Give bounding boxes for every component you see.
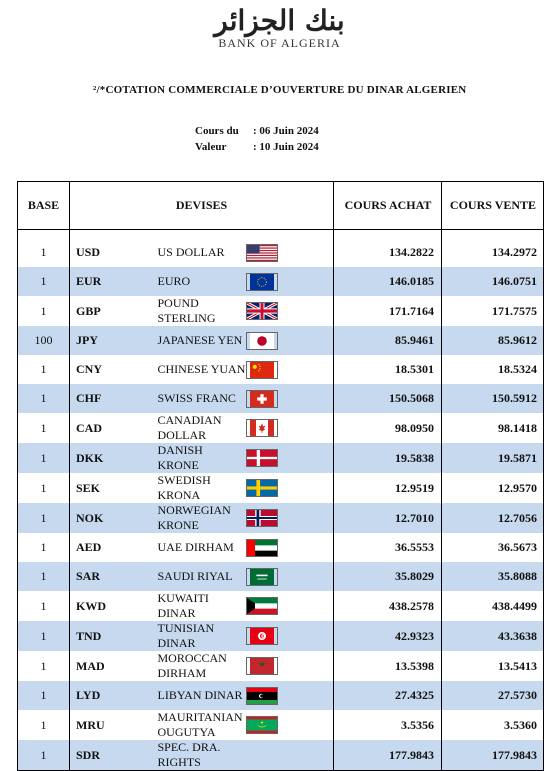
table-row <box>18 355 544 384</box>
table-row <box>18 384 544 413</box>
row-base: 1 <box>18 681 70 710</box>
row-currency-code: USD <box>76 245 101 259</box>
row-base: 1 <box>18 384 70 413</box>
table-row <box>18 267 544 296</box>
row-base: 1 <box>18 621 70 651</box>
table-row <box>18 503 544 533</box>
row-buy-rate: 12.7010 <box>334 503 442 533</box>
row-sell-rate: 36.5673 <box>498 540 537 554</box>
libya-flag-icon <box>246 687 278 705</box>
row-buy-rate: 35.8029 <box>334 562 442 591</box>
saudi-flag-icon <box>246 568 278 586</box>
row-buy-rate: 27.4325 <box>334 681 442 710</box>
row-buy-rate: 98.0950 <box>334 413 442 443</box>
row-currency-name: KUWAITI DINAR <box>157 591 209 620</box>
table-row <box>18 621 544 651</box>
denmark-flag-icon <box>246 449 278 467</box>
row-currency-name: JAPANESE YEN <box>158 326 246 355</box>
uae-flag-icon <box>246 539 278 557</box>
swiss-flag-icon <box>246 390 278 408</box>
row-sell-rate: 98.1418 <box>498 420 537 435</box>
row-flag-cell <box>246 326 334 355</box>
spacer-row <box>18 230 544 239</box>
logo-arabic-text: بنك الجزائر <box>214 4 345 37</box>
header-devises: DEVISES <box>70 182 334 230</box>
cours-label: Cours du <box>195 125 239 137</box>
row-buy-rate: 42.9323 <box>334 621 442 651</box>
row-sell-rate: 438.4499 <box>492 598 537 613</box>
row-flag-cell <box>246 296 334 326</box>
table-row <box>18 473 544 503</box>
row-buy-rate: 177.9843 <box>334 740 442 771</box>
china-flag-icon <box>246 361 278 379</box>
row-sell-rate: 12.9570 <box>498 480 537 495</box>
row-flag-cell <box>246 681 334 710</box>
table-row <box>18 710 544 740</box>
bank-name: BANK OF ALGERIA <box>218 36 341 50</box>
row-base: 1 <box>18 710 70 740</box>
row-base: 1 <box>18 267 70 296</box>
row-currency-name: MOROCCAN DIRHAM <box>157 651 227 680</box>
row-base: 1 <box>18 355 70 384</box>
row-sell-rate: 35.8088 <box>442 562 544 591</box>
valeur-value: : 10 Juin 2024 <box>253 141 319 153</box>
row-currency-code: SDR <box>70 740 158 771</box>
norway-flag-icon <box>246 509 278 527</box>
row-sell-rate: 12.7056 <box>442 503 544 533</box>
table-row <box>18 651 544 681</box>
row-sell-rate: 85.9612 <box>442 326 544 355</box>
row-buy-rate: 171.7164 <box>334 296 442 326</box>
header-buy: COURS ACHAT <box>334 182 442 230</box>
row-currency-code: EUR <box>70 267 158 296</box>
canada-flag-icon <box>246 419 278 437</box>
row-sell-rate: 146.0751 <box>442 267 544 296</box>
table-row <box>18 296 544 326</box>
table-row <box>18 413 544 443</box>
table-row <box>18 591 544 621</box>
row-flag-cell <box>246 740 334 771</box>
uk-flag-icon <box>246 302 278 320</box>
row-currency-code: AED <box>76 540 102 554</box>
row-currency-code: MAD <box>76 658 105 673</box>
row-currency-name: CHINESE YUAN <box>157 362 246 376</box>
sweden-flag-icon <box>246 479 278 497</box>
row-base: 1 <box>18 562 70 591</box>
cours-date-line <box>195 123 319 139</box>
row-currency-code: TND <box>70 621 158 651</box>
row-currency-name: NORWEGIAN KRONE <box>158 503 246 533</box>
row-flag-cell <box>246 591 334 621</box>
row-sell-rate: 19.5871 <box>442 443 544 473</box>
row-buy-rate: 150.5068 <box>334 384 442 413</box>
japan-flag-icon <box>246 332 278 350</box>
table-row <box>18 562 544 591</box>
row-currency-code: SEK <box>76 480 101 495</box>
row-currency-code: LYD <box>70 681 158 710</box>
row-currency-name: SWISS FRANC <box>158 384 246 413</box>
row-base: 100 <box>18 326 70 355</box>
row-buy-rate: 85.9461 <box>334 326 442 355</box>
row-base: 1 <box>18 591 70 621</box>
row-flag-cell <box>246 473 334 503</box>
valeur-label: Valeur <box>195 141 227 153</box>
document-title: ²/*COTATION COMMERCIALE D’OUVERTURE DU DINAR ALGERIEN <box>93 84 467 96</box>
header-base: BASE <box>18 182 70 230</box>
row-sell-rate: 27.5730 <box>442 681 544 710</box>
table-row <box>18 326 544 355</box>
row-currency-name: MAURITANIAN OUGUTYA <box>157 710 243 739</box>
row-currency-name: SPEC. DRA. RIGHTS <box>158 740 246 771</box>
row-flag-cell <box>246 443 334 473</box>
table-row <box>18 238 544 267</box>
row-currency-code: SAR <box>70 562 158 591</box>
table-row <box>18 740 544 771</box>
row-buy-rate: 438.2578 <box>334 591 442 621</box>
row-buy-rate: 36.5553 <box>334 533 442 562</box>
row-base: 1 <box>18 473 70 503</box>
row-buy-rate: 12.9519 <box>334 473 442 503</box>
row-base: 1 <box>18 238 70 267</box>
row-flag-cell <box>246 413 334 443</box>
morocco-flag-icon <box>246 657 278 675</box>
row-currency-name: CANADIAN DOLLAR <box>157 413 222 442</box>
row-currency-code: NOK <box>70 503 158 533</box>
table-header-row <box>18 182 544 230</box>
date-block <box>195 123 319 155</box>
table-row <box>18 533 544 562</box>
table-body <box>18 230 544 771</box>
table-row <box>18 443 544 473</box>
row-currency-code: GBP <box>76 303 101 318</box>
row-buy-rate: 19.5838 <box>334 443 442 473</box>
row-currency-name: US DOLLAR <box>157 245 225 259</box>
row-flag-cell <box>246 651 334 681</box>
row-buy-rate: 146.0185 <box>334 267 442 296</box>
row-currency-name: EURO <box>158 267 246 296</box>
row-base: 1 <box>18 296 70 326</box>
row-sell-rate: 3.5360 <box>504 717 537 732</box>
row-flag-cell <box>246 562 334 591</box>
row-flag-cell <box>246 533 334 562</box>
row-sell-rate: 177.9843 <box>442 740 544 771</box>
mauritania-flag-icon <box>246 716 278 734</box>
row-base: 1 <box>18 503 70 533</box>
row-flag-cell <box>246 384 334 413</box>
row-flag-cell <box>246 621 334 651</box>
row-buy-rate: 134.2822 <box>334 238 442 267</box>
table-row <box>18 681 544 710</box>
row-currency-name: POUND STERLING <box>157 296 216 325</box>
row-currency-name: LIBYAN DINAR <box>158 681 246 710</box>
row-base: 1 <box>18 740 70 771</box>
row-buy-rate: 18.5301 <box>334 355 442 384</box>
row-sell-rate: 171.7575 <box>492 303 537 318</box>
row-currency-name: SWEDISH KRONA <box>157 473 211 502</box>
row-sell-rate: 134.2972 <box>492 245 537 259</box>
row-currency-code: JPY <box>70 326 158 355</box>
row-sell-rate: 13.5413 <box>498 658 537 673</box>
row-base: 1 <box>18 533 70 562</box>
row-currency-code: CAD <box>76 420 102 435</box>
row-sell-rate: 18.5324 <box>498 362 537 376</box>
row-flag-cell <box>246 710 334 740</box>
row-currency-code: KWD <box>76 598 106 613</box>
row-sell-rate: 150.5912 <box>442 384 544 413</box>
row-sell-rate: 43.3638 <box>442 621 544 651</box>
row-flag-cell <box>246 355 334 384</box>
row-buy-rate: 13.5398 <box>334 651 442 681</box>
us-flag-icon <box>246 244 278 262</box>
row-flag-cell <box>246 503 334 533</box>
row-currency-name: UAE DIRHAM <box>157 540 234 554</box>
eu-flag-icon <box>246 273 278 291</box>
kuwait-flag-icon <box>246 597 278 615</box>
header-sell: COURS VENTE <box>442 182 544 230</box>
row-currency-name: DANISH KRONE <box>158 443 246 473</box>
row-base: 1 <box>18 443 70 473</box>
row-flag-cell <box>246 238 334 267</box>
row-base: 1 <box>18 413 70 443</box>
cours-value: : 06 Juin 2024 <box>253 125 319 137</box>
exchange-rate-table <box>17 181 544 771</box>
row-currency-code: CNY <box>76 362 102 376</box>
tunisia-flag-icon <box>246 627 278 645</box>
row-currency-name: TUNISIAN DINAR <box>158 621 246 651</box>
row-base: 1 <box>18 651 70 681</box>
row-currency-code: MRU <box>76 717 105 732</box>
row-currency-name: SAUDI RIYAL <box>158 562 246 591</box>
row-currency-code: CHF <box>70 384 158 413</box>
row-flag-cell <box>246 267 334 296</box>
row-buy-rate: 3.5356 <box>334 710 442 740</box>
valeur-date-line <box>195 139 319 155</box>
row-currency-code: DKK <box>70 443 158 473</box>
